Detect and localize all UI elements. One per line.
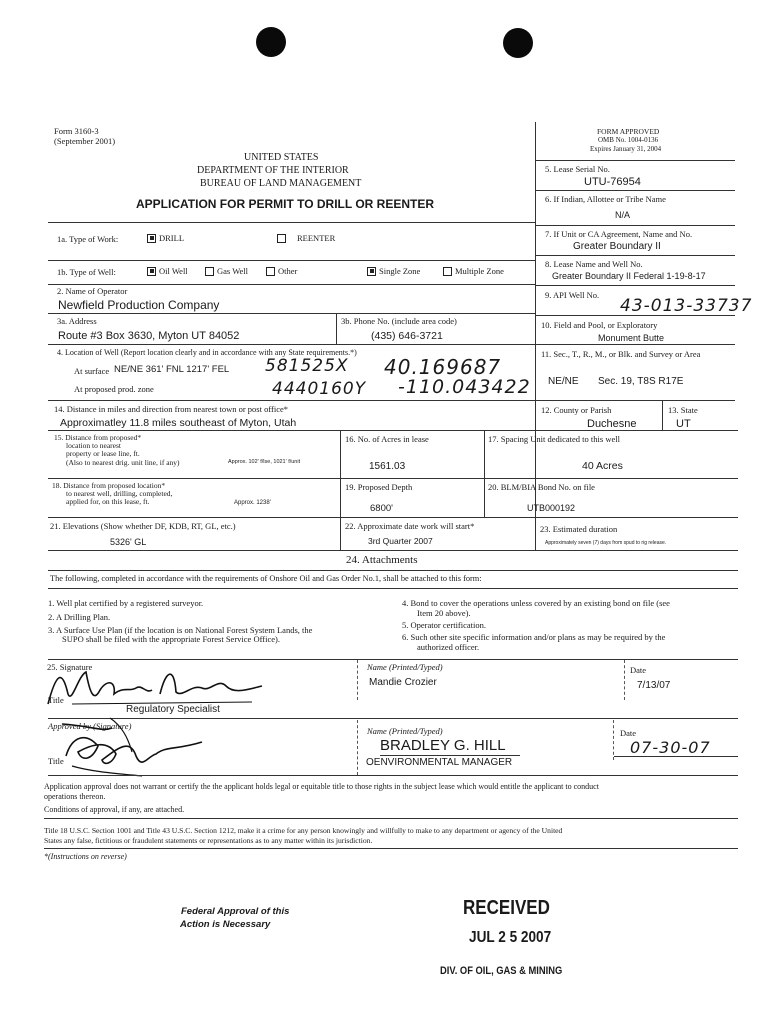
oil-well-checkbox[interactable] <box>147 267 156 276</box>
field-22-label: 22. Approximate date work will start* <box>345 521 475 531</box>
section-value-1: NE/NE <box>548 376 579 387</box>
lease-name-value: Greater Boundary II Federal 1-19-8-17 <box>552 271 706 281</box>
attachments-heading: 24. Attachments <box>346 554 418 566</box>
field-3a-label: 3a. Address <box>57 316 97 326</box>
elevation-value: 5326' GL <box>110 537 147 547</box>
field-14-label: 14. Distance in miles and direction from nearest town or post office* <box>54 404 289 414</box>
field-4-label: 4. Location of Well (Report location clearly and in accordance with any State requirements.*) <box>57 348 357 357</box>
multiple-zone-label: Multiple Zone <box>455 266 504 276</box>
surface-location-value: NE/NE 361' FNL 1217' FEL <box>114 364 230 375</box>
instructions-note: *(Instructions on reverse) <box>44 852 127 861</box>
conditions-text: Conditions of approval, if any, are attached. <box>44 805 185 814</box>
attachment-item-2: 2. A Drilling Plan. <box>48 612 111 622</box>
name-label: Name (Printed/Typed) <box>367 662 443 672</box>
multiple-zone-option[interactable] <box>443 266 504 277</box>
received-date: JUL 2 5 2007 <box>469 929 552 946</box>
approver-date-label: Date <box>620 728 637 738</box>
agency-line-3: BUREAU OF LAND MANAGEMENT <box>200 178 362 189</box>
field-15-label-1: 15. Distance from proposed* <box>54 433 142 442</box>
approver-date: 07-30-07 <box>630 738 711 757</box>
field-18-label-3: applied for, on this lease, ft. <box>66 497 150 506</box>
punch-hole-right <box>503 28 533 58</box>
oil-well-label: Oil Well <box>159 266 188 276</box>
field-18-label-1: 18. Distance from proposed location* <box>52 481 166 490</box>
single-zone-checkbox[interactable] <box>367 267 376 276</box>
usc-text-1: Title 18 U.S.C. Section 1001 and Title 43 U.S.C. Section 1212, make it a crime for any person knowingly and willfully to make to any department or agency of the United <box>44 826 563 835</box>
attachment-item-5: 5. Operator certification. <box>402 620 487 630</box>
prod-zone-label: At proposed prod. zone <box>74 384 154 394</box>
form-number: Form 3160-3 <box>54 126 99 136</box>
field-8-label: 8. Lease Name and Well No. <box>545 259 643 269</box>
omb-number: OMB No. 1004-0136 <box>598 136 659 144</box>
expires: Expires January 31, 2004 <box>590 145 662 153</box>
multiple-zone-checkbox[interactable] <box>443 267 452 276</box>
tribe-value: N/A <box>615 210 631 220</box>
field-1a-label: 1a. Type of Work: <box>57 234 119 244</box>
field-10-label: 10. Field and Pool, or Exploratory <box>541 320 658 330</box>
section-value-2: Sec. 19, T8S R17E <box>598 376 684 387</box>
bond-number-value: UTB000192 <box>527 503 576 513</box>
distance-well-value: Approx. 1238' <box>234 500 271 506</box>
attachment-item-1: 1. Well plat certified by a registered surveyor. <box>48 598 204 608</box>
approver-name: BRADLEY G. HILL <box>380 737 506 754</box>
applicant-title: Regulatory Specialist <box>126 704 220 715</box>
gas-well-option[interactable] <box>205 266 248 277</box>
federal-approval-stamp-1: Federal Approval of this <box>181 906 290 917</box>
field-18-label-2: to nearest well, drilling, completed, <box>66 489 173 498</box>
operator-name: Newfield Production Company <box>58 298 220 312</box>
punch-hole-left <box>256 27 286 57</box>
applicant-name: Mandie Crozier <box>369 677 437 688</box>
phone-value: (435) 646-3721 <box>371 330 443 342</box>
approved-by-label: Approved by (Signature) <box>48 721 132 731</box>
form-date: (September 2001) <box>54 136 116 146</box>
gas-well-checkbox[interactable] <box>205 267 214 276</box>
oil-well-option[interactable] <box>147 266 188 277</box>
field-5-label: 5. Lease Serial No. <box>545 164 610 174</box>
spacing-unit-value: 40 Acres <box>582 460 623 472</box>
handwritten-longitude: -110.043422 <box>398 376 531 398</box>
approval-disclaimer-2: operations thereon. <box>44 792 106 801</box>
lease-serial-value: UTU-76954 <box>584 176 641 188</box>
reenter-checkbox[interactable] <box>277 234 286 243</box>
division-stamp: DIV. OF OIL, GAS & MINING <box>440 965 563 977</box>
handwritten-northing: 4440160Y <box>272 379 367 399</box>
field-19-label: 19. Proposed Depth <box>345 482 413 492</box>
gas-well-label: Gas Well <box>217 266 249 276</box>
address-value: Route #3 Box 3630, Myton UT 84052 <box>58 330 240 342</box>
field-23-label: 23. Estimated duration <box>540 524 618 534</box>
field-7-label: 7. If Unit or CA Agreement, Name and No. <box>545 229 693 239</box>
single-zone-label: Single Zone <box>379 266 421 276</box>
unit-agreement-value: Greater Boundary II <box>573 241 661 252</box>
field-2-label: 2. Name of Operator <box>57 286 128 296</box>
drill-label: DRILL <box>159 233 185 243</box>
county-value: Duchesne <box>587 418 637 430</box>
field-6-label: 6. If Indian, Allottee or Tribe Name <box>545 194 666 204</box>
at-surface-label: At surface <box>74 366 110 376</box>
form-approved: FORM APPROVED <box>597 127 660 136</box>
signature-label: 25. Signature <box>47 662 93 672</box>
date-label: Date <box>630 665 647 675</box>
api-well-number: 43-013-33737 <box>620 296 753 316</box>
attachment-item-3b: SUPO shall be filed with the appropriate Forest Service Office). <box>62 634 280 644</box>
field-21-label: 21. Elevations (Show whether DF, KDB, RT, GL, etc.) <box>50 521 236 531</box>
field-11-label: 11. Sec., T., R., M., or Blk. and Survey or Area <box>541 349 701 359</box>
distance-lease-value: Approx. 102' f/lse, 1021' f/unit <box>228 459 301 465</box>
approver-signature <box>52 716 212 782</box>
attachment-item-3a: 3. A Surface Use Plan (if the location is on National Forest System Lands, the <box>48 625 313 635</box>
applicant-date: 7/13/07 <box>637 680 671 691</box>
field-15-label-4: (Also to nearest drig. unit line, if any) <box>66 458 180 467</box>
received-stamp: RECEIVED <box>463 897 550 919</box>
attachments-intro: The following, completed in accordance with the requirements of Onshore Oil and Gas Order No.1, shall be attached to this form: <box>50 574 482 583</box>
other-checkbox[interactable] <box>266 267 275 276</box>
reenter-option[interactable] <box>277 233 335 244</box>
drill-checkbox[interactable] <box>147 234 156 243</box>
field-16-label: 16. No. of Acres in lease <box>345 434 429 444</box>
attachment-item-6b: authorized officer. <box>417 642 480 652</box>
field-17-label: 17. Spacing Unit dedicated to this well <box>488 434 620 444</box>
handwritten-latitude: 40.169687 <box>384 355 502 379</box>
field-pool-value: Monument Butte <box>598 333 665 343</box>
federal-approval-stamp-2: Action is Necessary <box>180 919 271 930</box>
field-1b-label: 1b. Type of Well: <box>57 267 116 277</box>
proposed-depth-value: 6800' <box>370 503 393 514</box>
other-label: Other <box>278 266 298 276</box>
drill-option[interactable] <box>147 233 184 244</box>
agency-line-2: DEPARTMENT OF THE INTERIOR <box>197 165 349 176</box>
usc-text-2: States any false, fictitious or fraudulent statements or representations as to any matter within its jurisdiction. <box>44 836 373 845</box>
attachment-item-4b: Item 20 above). <box>417 608 471 618</box>
field-20-label: 20. BLM/BIA Bond No. on file <box>488 482 595 492</box>
field-12-label: 12. County or Parish <box>541 405 612 415</box>
other-option[interactable] <box>266 266 297 277</box>
single-zone-option[interactable] <box>367 266 420 277</box>
approver-title-label: Title <box>48 756 64 766</box>
field-15-label-3: property or lease line, ft. <box>66 449 140 458</box>
form-title: APPLICATION FOR PERMIT TO DRILL OR REENTER <box>136 197 435 211</box>
start-date-value: 3rd Quarter 2007 <box>368 536 433 546</box>
acres-value: 1561.03 <box>369 461 406 472</box>
agency-line-1: UNITED STATES <box>244 152 319 163</box>
attachment-item-4a: 4. Bond to cover the operations unless covered by an existing bond on file (see <box>402 598 670 608</box>
approval-disclaimer-1: Application approval does not warrant or certify the the applicant holds legal or equitable title to those rights in the subject lease which would entitle the applicant to conduct <box>44 782 599 791</box>
field-9-label: 9. API Well No. <box>545 290 600 300</box>
field-15-label-2: location to nearest <box>66 441 121 450</box>
reenter-label: REENTER <box>297 233 336 243</box>
field-13-label: 13. State <box>668 405 698 415</box>
attachment-item-6a: 6. Such other site specific information and/or plans as may be required by the <box>402 632 666 642</box>
approver-name-label: Name (Printed/Typed) <box>367 726 443 736</box>
title-label: Title <box>48 695 64 705</box>
field-3b-label: 3b. Phone No. (include area code) <box>341 316 457 326</box>
approver-office: OENVIRONMENTAL MANAGER <box>366 757 513 768</box>
handwritten-easting: 581525X <box>265 356 349 376</box>
distance-town-value: Approximatley 11.8 miles southeast of Myton, Utah <box>60 417 297 429</box>
state-value: UT <box>676 418 691 430</box>
duration-value: Approximately seven (7) days from spud to rig release. <box>545 540 667 546</box>
